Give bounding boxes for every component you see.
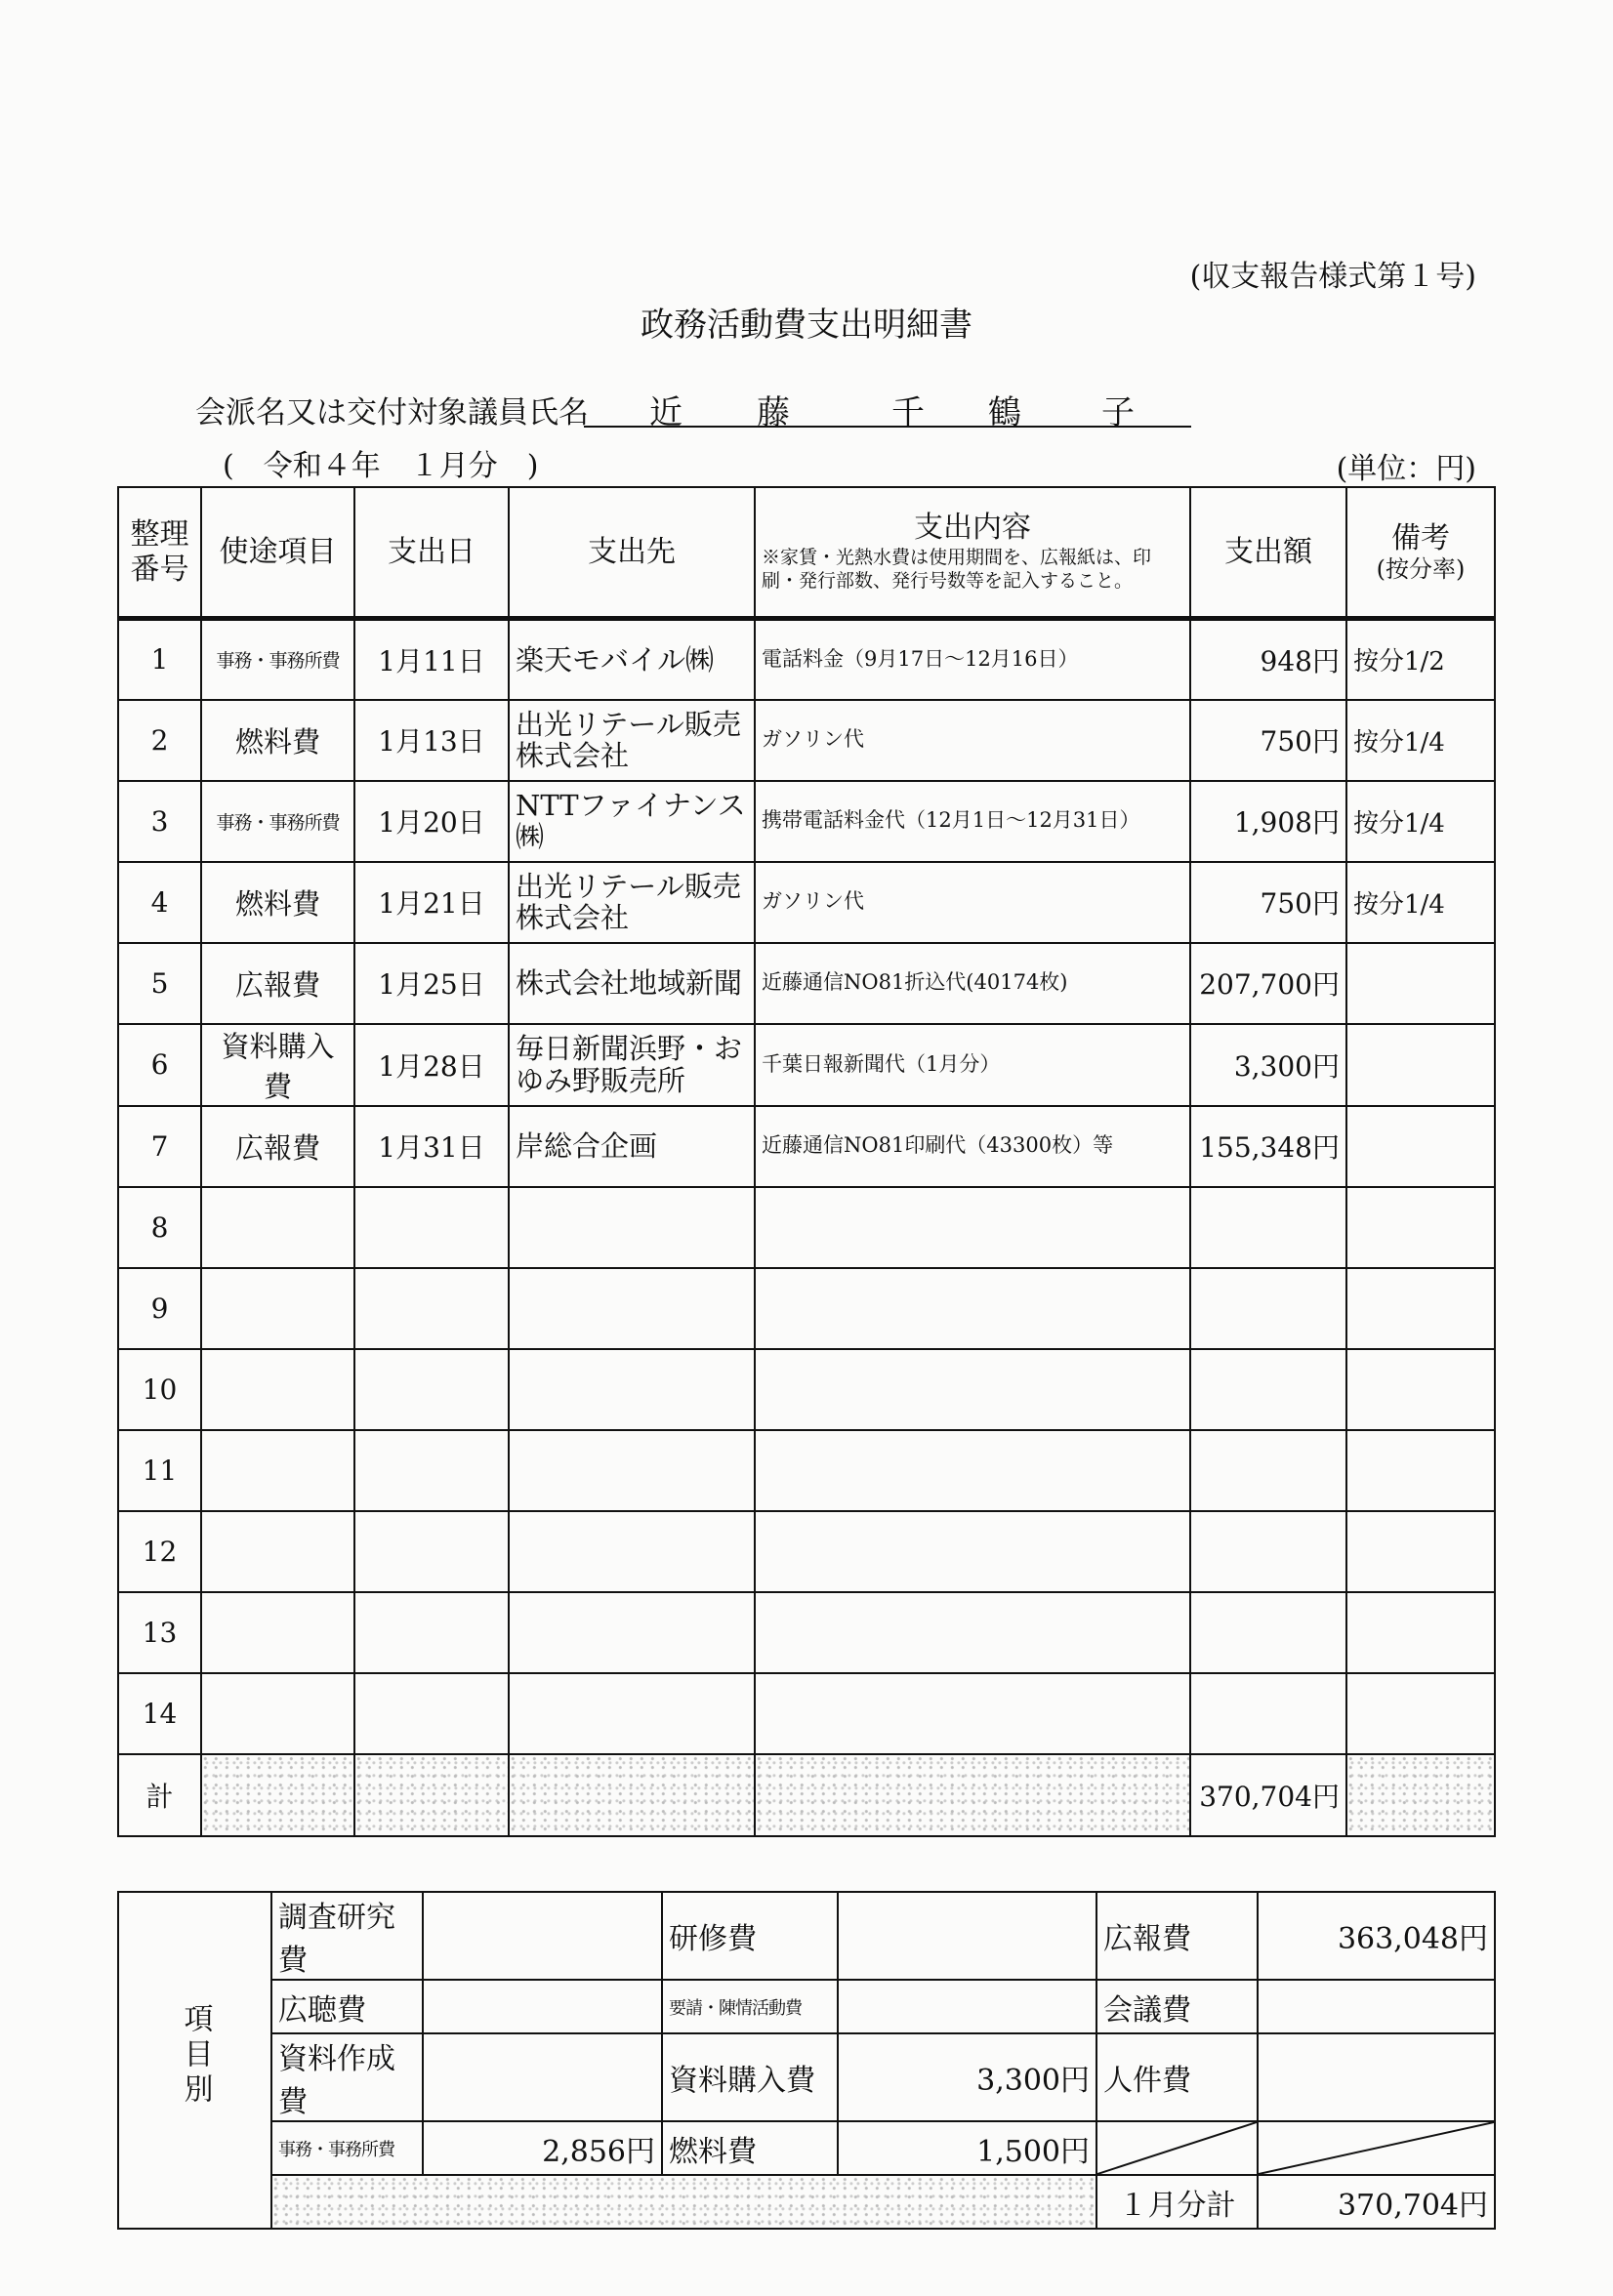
member-name-char: 鶴 bbox=[988, 393, 1021, 432]
member-name-char: 千 bbox=[891, 393, 925, 432]
row-no: 7 bbox=[118, 1106, 201, 1187]
row-content: 携帯電話料金代（12月1日～12月31日） bbox=[755, 781, 1190, 862]
row-no: 5 bbox=[118, 943, 201, 1024]
total-blank bbox=[354, 1754, 509, 1836]
row-content: 近藤通信NO81印刷代（43300枚）等 bbox=[755, 1106, 1190, 1187]
unit-label: (単位：円) bbox=[1336, 452, 1476, 486]
table-row bbox=[118, 1187, 1495, 1268]
header-content-label: 支出内容 bbox=[914, 511, 1031, 546]
row-date: 1月11日 bbox=[354, 619, 509, 700]
document-title: 政務活動費支出明細書 bbox=[641, 306, 972, 345]
row-date bbox=[354, 1673, 509, 1754]
row-remarks: 按分1/4 bbox=[1346, 700, 1495, 781]
row-date: 1月13日 bbox=[354, 700, 509, 781]
row-remarks bbox=[1346, 1187, 1495, 1268]
row-purpose bbox=[201, 1430, 354, 1511]
row-amount bbox=[1190, 1673, 1346, 1754]
category-value bbox=[1258, 2033, 1495, 2121]
row-amount bbox=[1190, 1187, 1346, 1268]
row-payee bbox=[509, 1592, 755, 1673]
row-date bbox=[354, 1511, 509, 1592]
row-payee bbox=[509, 1187, 755, 1268]
row-amount: 3,300円 bbox=[1190, 1024, 1346, 1106]
table-row bbox=[118, 1592, 1495, 1673]
category-label: 燃料費 bbox=[662, 2121, 838, 2175]
row-amount: 948円 bbox=[1190, 619, 1346, 700]
category-label: 研修費 bbox=[662, 1892, 838, 1980]
category-label: 資料作成費 bbox=[271, 2033, 423, 2121]
row-content bbox=[755, 1511, 1190, 1592]
row-content bbox=[755, 1430, 1190, 1511]
row-purpose: 燃料費 bbox=[201, 700, 354, 781]
total-amount: 370,704円 bbox=[1190, 1754, 1346, 1836]
header-payee: 支出先 bbox=[509, 487, 755, 619]
row-amount bbox=[1190, 1511, 1346, 1592]
row-payee: 岸総合企画 bbox=[509, 1106, 755, 1187]
table-row bbox=[118, 700, 1495, 781]
category-value: 3,300円 bbox=[838, 2033, 1096, 2121]
row-content bbox=[755, 1673, 1190, 1754]
category-value: 363,048円 bbox=[1258, 1892, 1495, 1980]
row-remarks bbox=[1346, 1024, 1495, 1106]
row-purpose: 事務・事務所費 bbox=[201, 781, 354, 862]
header-remarks-sub: (按分率) bbox=[1376, 555, 1466, 584]
row-amount: 1,908円 bbox=[1190, 781, 1346, 862]
category-blank bbox=[271, 2175, 1096, 2229]
category-label: 資料購入費 bbox=[662, 2033, 838, 2121]
category-value bbox=[1258, 1980, 1495, 2033]
row-purpose: 資料購入費 bbox=[201, 1024, 354, 1106]
row-payee: NTTファイナンス㈱ bbox=[509, 781, 755, 862]
category-value: 2,856円 bbox=[423, 2121, 662, 2175]
row-content bbox=[755, 1187, 1190, 1268]
total-blank bbox=[755, 1754, 1190, 1836]
row-no: 2 bbox=[118, 700, 201, 781]
row-no: 6 bbox=[118, 1024, 201, 1106]
row-remarks bbox=[1346, 1592, 1495, 1673]
category-label: 事務・事務所費 bbox=[271, 2121, 423, 2175]
member-name-char: 藤 bbox=[757, 393, 790, 432]
total-label: 計 bbox=[118, 1754, 201, 1836]
row-amount: 750円 bbox=[1190, 862, 1346, 943]
row-amount bbox=[1190, 1349, 1346, 1430]
month-total-value: 370,704円 bbox=[1258, 2175, 1495, 2229]
category-label: 広報費 bbox=[1096, 1892, 1258, 1980]
member-name-char: 近 bbox=[649, 393, 682, 432]
row-purpose: 燃料費 bbox=[201, 862, 354, 943]
row-content: 千葉日報新聞代（1月分） bbox=[755, 1024, 1190, 1106]
expenditure-table bbox=[117, 486, 1496, 1837]
row-date: 1月25日 bbox=[354, 943, 509, 1024]
row-purpose bbox=[201, 1349, 354, 1430]
row-amount: 207,700円 bbox=[1190, 943, 1346, 1024]
row-purpose bbox=[201, 1511, 354, 1592]
row-remarks bbox=[1346, 1673, 1495, 1754]
row-amount bbox=[1190, 1430, 1346, 1511]
row-date bbox=[354, 1430, 509, 1511]
row-no: 4 bbox=[118, 862, 201, 943]
table-row bbox=[118, 862, 1495, 943]
header-content bbox=[755, 487, 1190, 619]
category-label: 調査研究費 bbox=[271, 1892, 423, 1980]
row-payee: 出光リテール販売株式会社 bbox=[509, 862, 755, 943]
category-label: 人件費 bbox=[1096, 2033, 1258, 2121]
row-no: 9 bbox=[118, 1268, 201, 1349]
category-table bbox=[117, 1891, 1496, 2230]
category-value bbox=[423, 1980, 662, 2033]
row-payee bbox=[509, 1349, 755, 1430]
category-label: 要請・陳情活動費 bbox=[662, 1980, 838, 2033]
header-date: 支出日 bbox=[354, 487, 509, 619]
row-payee: 毎日新聞浜野・おゆみ野販売所 bbox=[509, 1024, 755, 1106]
row-remarks: 按分1/2 bbox=[1346, 619, 1495, 700]
form-number: (収支報告様式第１号) bbox=[1189, 260, 1476, 294]
row-no: 1 bbox=[118, 619, 201, 700]
row-remarks: 按分1/4 bbox=[1346, 781, 1495, 862]
row-remarks bbox=[1346, 1511, 1495, 1592]
category-value: 1,500円 bbox=[838, 2121, 1096, 2175]
diagonal-line bbox=[1259, 2122, 1494, 2174]
row-content bbox=[755, 1349, 1190, 1430]
row-no: 8 bbox=[118, 1187, 201, 1268]
row-content: ガソリン代 bbox=[755, 700, 1190, 781]
category-value bbox=[838, 1980, 1096, 2033]
row-content: ガソリン代 bbox=[755, 862, 1190, 943]
row-remarks bbox=[1346, 943, 1495, 1024]
table-row bbox=[118, 619, 1495, 700]
diagonal-line bbox=[1097, 2122, 1257, 2174]
row-payee bbox=[509, 1430, 755, 1511]
table-row bbox=[118, 1511, 1495, 1592]
category-side-text: 項目別 bbox=[178, 2003, 213, 2109]
row-date: 1月20日 bbox=[354, 781, 509, 862]
row-no: 13 bbox=[118, 1592, 201, 1673]
row-date bbox=[354, 1187, 509, 1268]
category-label: 広聴費 bbox=[271, 1980, 423, 2033]
row-amount: 750円 bbox=[1190, 700, 1346, 781]
diagonal-cell bbox=[1258, 2121, 1495, 2175]
header-content-note: ※家賃・光熱水費は使用期間を、広報紙は、印刷・発行部数、発行号数等を記入すること。 bbox=[762, 547, 1152, 593]
table-row bbox=[118, 943, 1495, 1024]
row-remarks bbox=[1346, 1430, 1495, 1511]
row-no: 10 bbox=[118, 1349, 201, 1430]
table-row bbox=[118, 1268, 1495, 1349]
row-date: 1月31日 bbox=[354, 1106, 509, 1187]
table-row bbox=[118, 1430, 1495, 1511]
row-payee: 楽天モバイル㈱ bbox=[509, 619, 755, 700]
table-row bbox=[118, 1024, 1495, 1106]
row-payee bbox=[509, 1511, 755, 1592]
row-purpose bbox=[201, 1268, 354, 1349]
report-period: ( 令和４年 １月分 ) bbox=[223, 449, 539, 483]
row-remarks bbox=[1346, 1349, 1495, 1430]
header-purpose: 使途項目 bbox=[201, 487, 354, 619]
row-purpose bbox=[201, 1187, 354, 1268]
row-date: 1月21日 bbox=[354, 862, 509, 943]
row-no: 14 bbox=[118, 1673, 201, 1754]
row-purpose bbox=[201, 1592, 354, 1673]
total-blank bbox=[509, 1754, 755, 1836]
row-content bbox=[755, 1268, 1190, 1349]
category-side-label bbox=[118, 1892, 271, 2229]
category-value bbox=[838, 1892, 1096, 1980]
table-row bbox=[118, 1673, 1495, 1754]
header-remarks-label: 備考 bbox=[1391, 520, 1450, 555]
category-value bbox=[423, 2033, 662, 2121]
row-no: 11 bbox=[118, 1430, 201, 1511]
row-content: 電話料金（9月17日～12月16日） bbox=[755, 619, 1190, 700]
total-blank bbox=[1346, 1754, 1495, 1836]
total-row bbox=[118, 1754, 1495, 1836]
header-no: 整理番号 bbox=[118, 487, 201, 619]
header-amount: 支出額 bbox=[1190, 487, 1346, 619]
row-remarks bbox=[1346, 1268, 1495, 1349]
row-no: 3 bbox=[118, 781, 201, 862]
row-remarks: 按分1/4 bbox=[1346, 862, 1495, 943]
month-total-label: １月分計 bbox=[1096, 2175, 1258, 2229]
row-purpose: 広報費 bbox=[201, 1106, 354, 1187]
row-date: 1月28日 bbox=[354, 1024, 509, 1106]
row-date bbox=[354, 1592, 509, 1673]
row-date bbox=[354, 1349, 509, 1430]
row-amount bbox=[1190, 1592, 1346, 1673]
member-label: 会派名又は交付対象議員氏名 bbox=[195, 395, 589, 430]
category-value bbox=[423, 1892, 662, 1980]
row-purpose: 広報費 bbox=[201, 943, 354, 1024]
row-purpose bbox=[201, 1673, 354, 1754]
total-blank bbox=[201, 1754, 354, 1836]
category-label: 会議費 bbox=[1096, 1980, 1258, 2033]
table-row bbox=[118, 1106, 1495, 1187]
diagonal-cell bbox=[1096, 2121, 1258, 2175]
row-payee: 株式会社地域新聞 bbox=[509, 943, 755, 1024]
row-no: 12 bbox=[118, 1511, 201, 1592]
row-payee bbox=[509, 1268, 755, 1349]
row-purpose: 事務・事務所費 bbox=[201, 619, 354, 700]
member-name-char: 子 bbox=[1101, 393, 1135, 432]
row-payee: 出光リテール販売株式会社 bbox=[509, 700, 755, 781]
row-content bbox=[755, 1592, 1190, 1673]
row-payee bbox=[509, 1673, 755, 1754]
header-remarks bbox=[1346, 487, 1495, 619]
row-date bbox=[354, 1268, 509, 1349]
row-remarks bbox=[1346, 1106, 1495, 1187]
table-row bbox=[118, 781, 1495, 862]
row-amount: 155,348円 bbox=[1190, 1106, 1346, 1187]
row-amount bbox=[1190, 1268, 1346, 1349]
table-row bbox=[118, 1349, 1495, 1430]
row-content: 近藤通信NO81折込代(40174枚) bbox=[755, 943, 1190, 1024]
